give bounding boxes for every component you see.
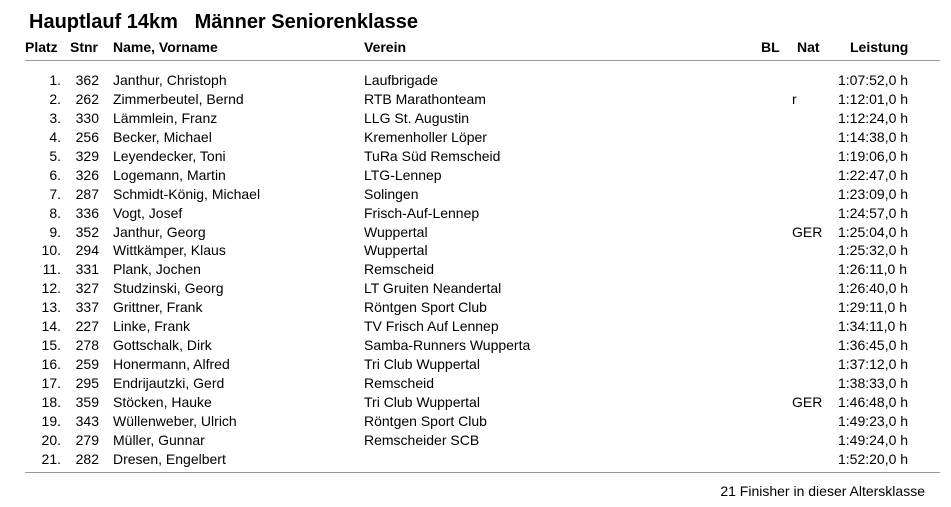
column-header-leistung: Leistung [850, 39, 909, 55]
table-row [0, 241, 951, 260]
cell-leistung: 1:12:24,0 h [838, 109, 909, 126]
cell-name: Logemann, Martin [113, 166, 226, 183]
cell-platz: 17. [41, 375, 61, 391]
table-row [0, 166, 951, 185]
cell-name: Janthur, Christoph [113, 72, 227, 88]
cell-platz: 9. [49, 223, 61, 240]
table-row [0, 279, 951, 298]
cell-leistung: 1:38:33,0 h [838, 375, 909, 391]
cell-name: Gottschalk, Dirk [113, 337, 212, 354]
column-header-stnr: Stnr [70, 39, 98, 55]
cell-name: Becker, Michael [113, 128, 212, 145]
page-title: Hauptlauf 14km Männer Seniorenklasse [29, 11, 419, 33]
cell-verein: Wuppertal [364, 242, 428, 259]
cell-platz: 16. [41, 356, 61, 373]
cell-verein: Samba-Runners Wupperta [364, 337, 531, 354]
cell-name: Vogt, Josef [113, 204, 183, 221]
cell-stnr: 330 [75, 109, 99, 126]
table-row [0, 223, 951, 242]
cell-leistung: 1:26:40,0 h [838, 280, 909, 297]
cell-platz: 5. [49, 147, 61, 164]
cell-platz: 4. [49, 128, 61, 145]
table-row [0, 336, 951, 355]
cell-leistung: 1:23:09,0 h [838, 185, 909, 202]
cell-platz: 12. [41, 280, 61, 297]
table-row [0, 204, 951, 223]
cell-verein: Solingen [364, 185, 419, 202]
table-row [0, 185, 951, 204]
cell-leistung: 1:46:48,0 h [838, 393, 909, 410]
cell-nat: GER [792, 223, 823, 240]
cell-leistung: 1:12:01,0 h [838, 90, 909, 107]
cell-name: Stöcken, Hauke [113, 393, 212, 410]
cell-platz: 7. [49, 185, 61, 202]
cell-name: Schmidt-König, Michael [113, 185, 261, 202]
cell-verein: Laufbrigade [364, 72, 438, 88]
table-row [0, 128, 951, 147]
cell-verein: Remscheider SCB [364, 431, 480, 448]
cell-leistung: 1:49:23,0 h [838, 412, 909, 429]
column-header-verein: Verein [364, 39, 407, 55]
cell-stnr: 256 [75, 128, 99, 145]
cell-name: Dresen, Engelbert [113, 450, 226, 467]
table-row [0, 450, 951, 469]
cell-stnr: 352 [75, 223, 99, 240]
table-row [0, 298, 951, 317]
cell-verein: Kremenholler Löper [364, 128, 487, 145]
cell-name: Honermann, Alfred [113, 356, 230, 373]
cell-platz: 20. [41, 431, 61, 448]
table-row [0, 147, 951, 166]
cell-leistung: 1:37:12,0 h [838, 356, 909, 373]
cell-verein: LT Gruiten Neandertal [364, 280, 502, 297]
cell-platz: 1. [49, 72, 61, 88]
cell-stnr: 282 [75, 450, 99, 467]
cell-leistung: 1:14:38,0 h [838, 128, 909, 145]
cell-stnr: 327 [75, 280, 99, 297]
column-header-name: Name, Vorname [113, 39, 218, 55]
cell-verein: TuRa Süd Remscheid [364, 147, 501, 164]
cell-name: Lämmlein, Franz [113, 109, 218, 126]
cell-platz: 14. [41, 318, 61, 335]
cell-verein: Remscheid [364, 375, 435, 391]
cell-verein: Frisch-Auf-Lennep [364, 204, 480, 221]
table-row [0, 90, 951, 109]
cell-stnr: 331 [75, 261, 99, 278]
cell-platz: 2. [49, 90, 61, 107]
column-header-bl: BL [761, 39, 780, 55]
cell-name: Plank, Jochen [113, 261, 201, 278]
cell-leistung: 1:49:24,0 h [838, 431, 909, 448]
cell-leistung: 1:24:57,0 h [838, 204, 909, 221]
cell-name: Wittkämper, Klaus [113, 242, 226, 259]
cell-verein: Wuppertal [364, 223, 428, 240]
table-row [0, 71, 951, 90]
table-row [0, 431, 951, 450]
cell-verein: Tri Club Wuppertal [364, 393, 480, 410]
cell-verein: Röntgen Sport Club [364, 412, 487, 429]
cell-verein: TV Frisch Auf Lennep [364, 318, 499, 335]
table-row [0, 412, 951, 431]
cell-stnr: 262 [75, 90, 99, 107]
cell-leistung: 1:07:52,0 h [838, 72, 909, 88]
cell-leistung: 1:26:11,0 h [838, 261, 908, 278]
cell-leistung: 1:25:32,0 h [838, 242, 909, 259]
cell-stnr: 329 [75, 147, 99, 164]
cell-platz: 19. [41, 412, 61, 429]
cell-leistung: 1:34:11,0 h [838, 318, 908, 335]
cell-stnr: 279 [75, 431, 99, 448]
cell-stnr: 362 [75, 72, 99, 88]
cell-verein: Tri Club Wuppertal [364, 356, 480, 373]
cell-name: Müller, Gunnar [113, 431, 205, 448]
cell-platz: 13. [41, 299, 61, 316]
finisher-count: 21 Finisher in dieser Altersklasse [720, 483, 925, 499]
cell-name: Grittner, Frank [113, 299, 203, 316]
table-row [0, 374, 951, 393]
cell-bl: r [792, 90, 797, 107]
cell-verein: LLG St. Augustin [364, 109, 470, 126]
cell-platz: 8. [49, 204, 61, 221]
cell-name: Zimmerbeutel, Bernd [113, 90, 244, 107]
cell-stnr: 287 [75, 185, 99, 202]
table-row [0, 260, 951, 279]
cell-leistung: 1:29:11,0 h [838, 299, 908, 316]
cell-name: Janthur, Georg [113, 223, 206, 240]
column-header-platz: Platz [25, 39, 58, 55]
cell-stnr: 343 [75, 412, 99, 429]
cell-leistung: 1:25:04,0 h [838, 223, 909, 240]
cell-verein: Röntgen Sport Club [364, 299, 487, 316]
cell-platz: 3. [49, 109, 61, 126]
cell-name: Studzinski, Georg [113, 280, 224, 297]
cell-stnr: 295 [75, 375, 99, 391]
cell-stnr: 326 [75, 166, 99, 183]
cell-leistung: 1:22:47,0 h [838, 166, 909, 183]
cell-platz: 10. [41, 242, 61, 259]
header-divider [25, 60, 940, 61]
results-table [0, 71, 951, 469]
cell-leistung: 1:52:20,0 h [838, 450, 909, 467]
cell-platz: 11. [42, 261, 61, 278]
cell-verein: LTG-Lennep [364, 166, 442, 183]
cell-stnr: 337 [75, 299, 99, 316]
cell-stnr: 259 [75, 356, 99, 373]
footer-divider [25, 472, 940, 473]
cell-name: Wüllenweber, Ulrich [113, 412, 237, 429]
cell-stnr: 336 [75, 204, 99, 221]
cell-stnr: 278 [75, 337, 99, 354]
cell-name: Leyendecker, Toni [113, 147, 226, 164]
table-row [0, 355, 951, 374]
cell-nat: GER [792, 393, 823, 410]
cell-stnr: 294 [75, 242, 99, 259]
table-row [0, 317, 951, 336]
cell-verein: RTB Marathonteam [364, 90, 486, 107]
cell-leistung: 1:19:06,0 h [838, 147, 909, 164]
cell-platz: 6. [49, 166, 61, 183]
cell-platz: 15. [41, 337, 61, 354]
cell-platz: 18. [41, 393, 61, 410]
cell-name: Endrijautzki, Gerd [113, 375, 225, 391]
cell-platz: 21. [41, 450, 61, 467]
cell-leistung: 1:36:45,0 h [838, 337, 909, 354]
cell-verein: Remscheid [364, 261, 435, 278]
table-row [0, 109, 951, 128]
cell-stnr: 359 [75, 393, 99, 410]
cell-name: Linke, Frank [113, 318, 191, 335]
cell-stnr: 227 [75, 318, 99, 335]
column-header-nat: Nat [797, 39, 820, 55]
table-row [0, 393, 951, 412]
